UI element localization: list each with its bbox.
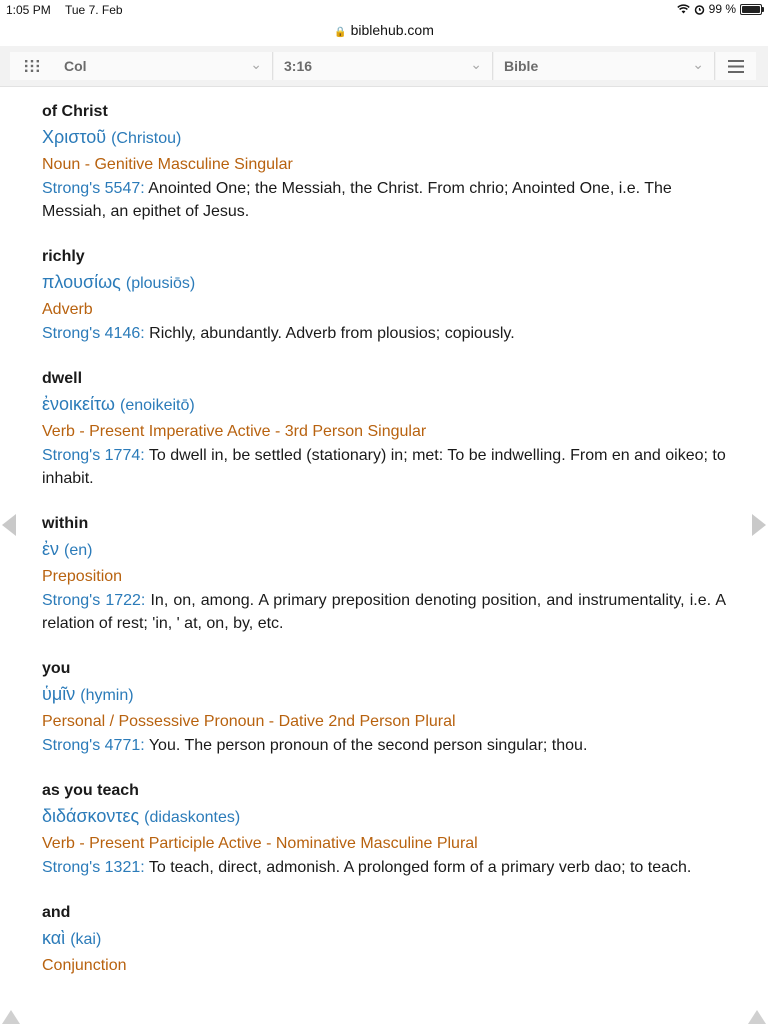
strongs-link[interactable]: Strong's 5547: xyxy=(42,180,145,197)
greek-text: καὶ xyxy=(42,928,66,948)
bible-toolbar xyxy=(0,46,768,87)
strongs-definition xyxy=(42,322,726,345)
greek-text: ὑμῖν xyxy=(42,684,76,704)
definition-text: Richly, abundantly. Adverb from plousios; copiously. xyxy=(149,325,515,342)
greek-word-link[interactable] xyxy=(42,803,726,831)
transliteration: (kai) xyxy=(70,931,102,948)
part-of-speech-link[interactable]: Preposition xyxy=(42,568,123,585)
strongs-link[interactable]: Strong's 4146: xyxy=(42,325,145,342)
chevron-down-icon: ⌄ xyxy=(692,56,704,72)
chevron-right-icon[interactable] xyxy=(752,514,766,536)
definition-text: Anointed One; the Messiah, the Christ. From chrio; Anointed One, i.e. The Messiah, an epithet of Jesus. xyxy=(42,180,672,220)
greek-word-link[interactable] xyxy=(42,925,726,953)
part-of-speech-link[interactable]: Verb - Present Participle Active - Nominative Masculine Plural xyxy=(42,835,478,852)
transliteration: (Christou) xyxy=(111,130,182,147)
definition-text: To dwell in, be settled (stationary) in; met: To be indwelling. From en and oikeo; to inhabit. xyxy=(42,447,726,487)
transliteration: (en) xyxy=(64,542,93,559)
scroll-up-right-icon[interactable] xyxy=(748,1010,766,1024)
transliteration: (enoikeitō) xyxy=(119,397,195,414)
part-of-speech-link[interactable]: Adverb xyxy=(42,301,93,318)
english-word: as you teach xyxy=(42,782,139,799)
wifi-icon xyxy=(677,4,690,14)
definition-text: You. The person pronoun of the second person singular; thou. xyxy=(148,737,588,754)
chevron-left-icon[interactable] xyxy=(2,514,16,536)
status-date: Tue 7. Feb xyxy=(65,3,123,17)
definition-text: In, on, among. A primary preposition denoting position, and instrumentality, i.e. A relation of rest; 'in, ' at, on, by, etc. xyxy=(42,592,726,632)
definition-text: To teach, direct, admonish. A prolonged form of a primary verb dao; to teach. xyxy=(148,859,692,876)
part-of-speech-link[interactable]: Conjunction xyxy=(42,957,127,974)
verse-select-value: 3:16 xyxy=(284,58,313,74)
greek-word-link[interactable] xyxy=(42,269,726,297)
battery-level-fill xyxy=(742,6,760,13)
battery-percent: 99 % xyxy=(708,2,736,16)
word-entry xyxy=(42,779,726,879)
url-text: biblehub.com xyxy=(350,22,434,38)
strongs-definition xyxy=(42,177,726,223)
book-select-value: Col xyxy=(64,58,87,74)
english-word: richly xyxy=(42,248,85,265)
address-bar[interactable] xyxy=(0,18,768,42)
lock-icon: 🔒 xyxy=(334,27,347,38)
strongs-definition xyxy=(42,856,726,879)
english-word: of Christ xyxy=(42,103,108,120)
chevron-down-icon: ⌄ xyxy=(250,56,262,72)
word-entry xyxy=(42,100,726,223)
word-entry xyxy=(42,657,726,757)
greek-word-link[interactable] xyxy=(42,536,726,564)
book-select[interactable] xyxy=(54,52,273,80)
greek-text: ἐν xyxy=(42,539,60,559)
version-select-value: Bible xyxy=(504,58,539,74)
strongs-definition xyxy=(42,444,726,490)
word-entry xyxy=(42,512,726,635)
transliteration: (plousiōs) xyxy=(125,275,196,292)
greek-text: Χριστοῦ xyxy=(42,127,107,147)
strongs-definition xyxy=(42,734,726,757)
strongs-link[interactable]: Strong's 1321: xyxy=(42,859,145,876)
strongs-link[interactable]: Strong's 1774: xyxy=(42,447,145,464)
strongs-definition xyxy=(42,589,726,635)
alarm-icon xyxy=(694,4,705,15)
word-entry xyxy=(42,901,726,978)
english-word: within xyxy=(42,515,89,532)
greek-text: πλουσίως xyxy=(42,272,121,292)
transliteration: (hymin) xyxy=(80,687,134,704)
part-of-speech-link[interactable]: Verb - Present Imperative Active - 3rd Person Singular xyxy=(42,423,427,440)
strongs-link[interactable]: Strong's 1722: xyxy=(42,592,146,609)
transliteration: (didaskontes) xyxy=(144,809,241,826)
greek-text: διδάσκοντες xyxy=(42,806,140,826)
greek-text: ἐνοικείτω xyxy=(42,394,115,414)
strongs-link[interactable]: Strong's 4771: xyxy=(42,737,145,754)
word-entry xyxy=(42,367,726,490)
greek-word-link[interactable] xyxy=(42,124,726,152)
greek-word-link[interactable] xyxy=(42,681,726,709)
menu-lines-icon xyxy=(728,60,744,73)
hamburger-menu-icon[interactable] xyxy=(716,52,756,80)
scroll-up-left-icon[interactable] xyxy=(2,1010,20,1024)
status-bar xyxy=(0,0,768,18)
chevron-down-icon: ⌄ xyxy=(470,56,482,72)
version-select[interactable] xyxy=(494,52,715,80)
word-entry xyxy=(42,245,726,345)
greek-word-link[interactable] xyxy=(42,391,726,419)
verse-select[interactable] xyxy=(274,52,493,80)
grid-dots-icon xyxy=(24,59,40,73)
status-time: 1:05 PM xyxy=(6,3,51,17)
english-word: and xyxy=(42,904,71,921)
interlinear-content xyxy=(42,100,726,1000)
status-icons xyxy=(677,2,762,16)
battery-icon xyxy=(740,4,762,15)
part-of-speech-link[interactable]: Noun - Genitive Masculine Singular xyxy=(42,156,293,173)
english-word: dwell xyxy=(42,370,83,387)
grid-icon[interactable] xyxy=(10,52,55,80)
english-word: you xyxy=(42,660,71,677)
part-of-speech-link[interactable]: Personal / Possessive Pronoun - Dative 2nd Person Plural xyxy=(42,713,456,730)
